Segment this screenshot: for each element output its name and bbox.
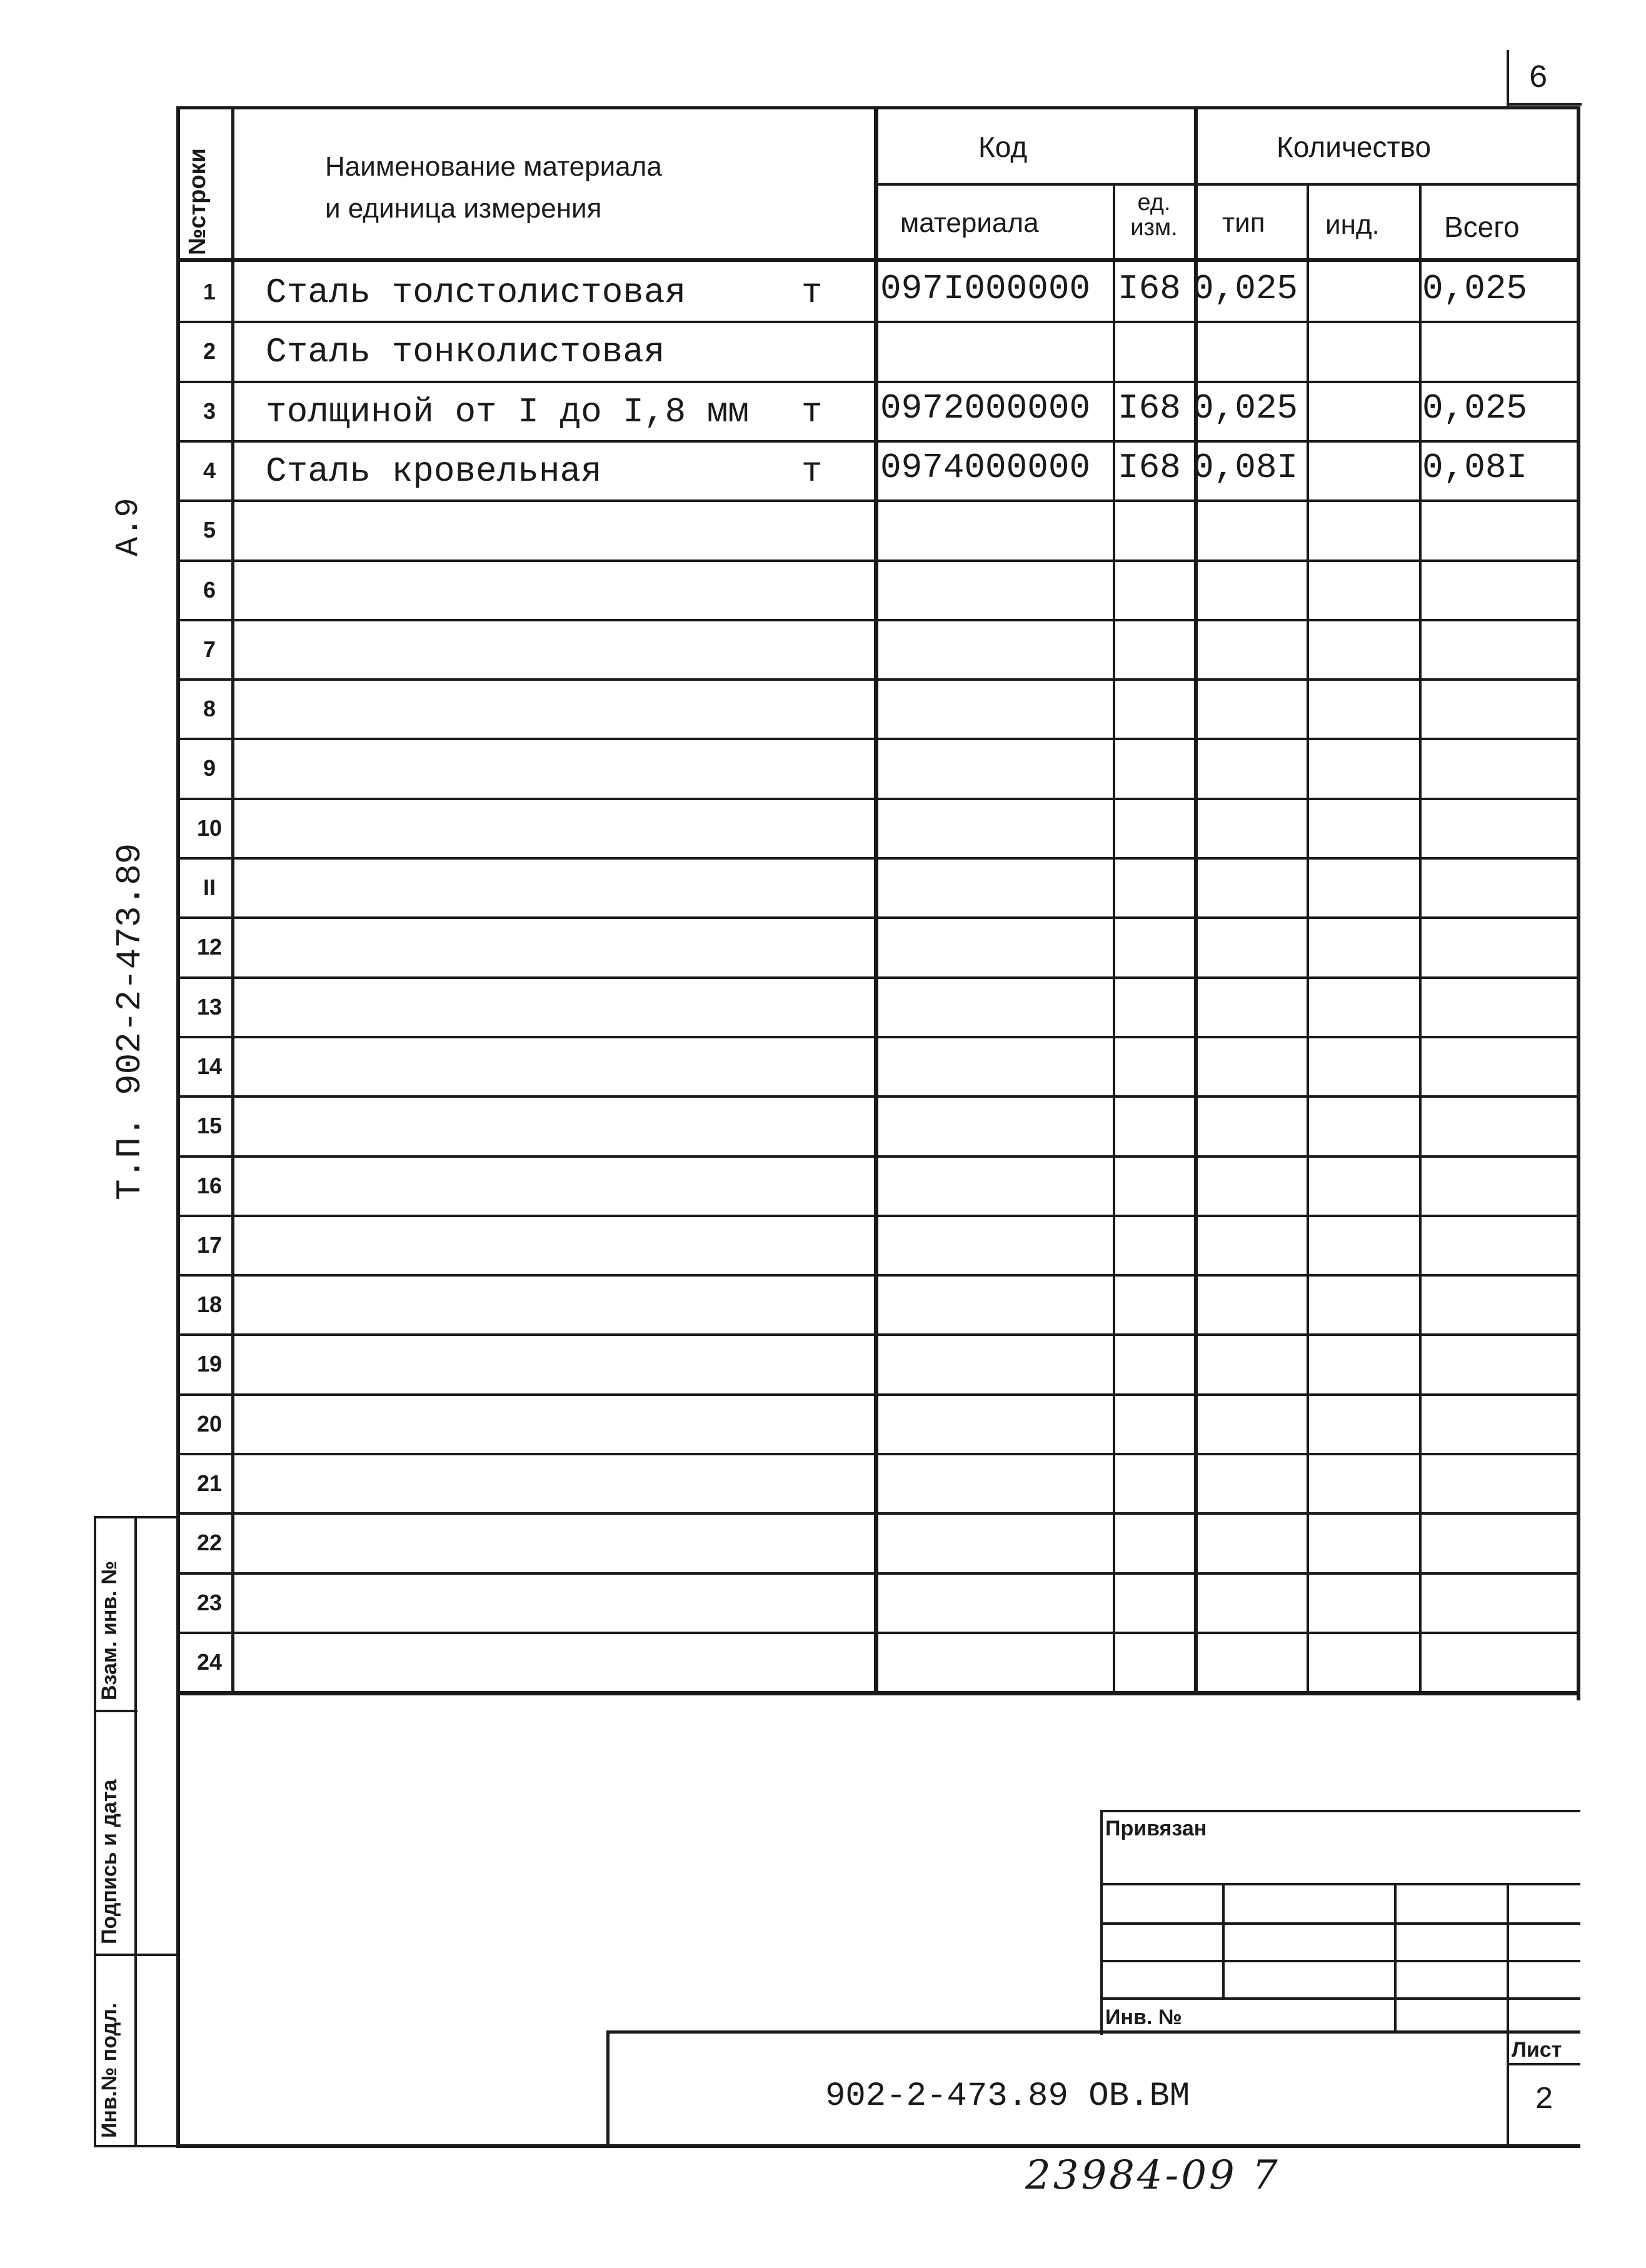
series-label: А.9 [110, 498, 147, 556]
handwritten-inventory-number: 23984-09 7 [1025, 2152, 1280, 2199]
table-row-divider [176, 1512, 1580, 1515]
row-number: 10 [196, 815, 223, 841]
code-header: Код [978, 131, 1028, 163]
code-material-header: материала [900, 208, 1039, 238]
row-number: 15 [196, 1113, 223, 1138]
project-label: Т.П. 902-2-473.89 [110, 843, 150, 1200]
row-number: 16 [196, 1173, 223, 1198]
code-unit-header: ед. изм. [1130, 189, 1178, 241]
material-code: 0974000000 [880, 448, 1091, 488]
row-number: 3 [203, 398, 216, 424]
row-number: 24 [196, 1649, 223, 1675]
row-number: 8 [203, 696, 216, 721]
table-row-divider [176, 1333, 1580, 1336]
row-number: II [203, 875, 216, 900]
row-number: 12 [196, 934, 223, 960]
row-number: 21 [196, 1470, 223, 1496]
unit-code: I68 [1118, 388, 1181, 428]
material-unit: т [801, 451, 823, 491]
table-row-divider [176, 916, 1580, 919]
material-name: Сталь толстолистовая [266, 273, 686, 313]
table-row-divider [176, 1632, 1580, 1634]
table-row-divider [176, 976, 1580, 979]
qty-ind-header: инд. [1325, 209, 1380, 240]
qty-header: Количество [1277, 131, 1432, 163]
table-row-divider [176, 1155, 1580, 1158]
qty-type: 0,025 [1193, 388, 1298, 428]
row-number: 18 [196, 1292, 223, 1317]
row-number: 19 [196, 1351, 223, 1377]
row-number: 7 [203, 636, 216, 662]
table-row-divider [176, 1572, 1580, 1575]
material-name: Сталь тонколистовая [266, 332, 665, 372]
inv-orig-label: Инв.№ подл. [98, 2002, 121, 2138]
replaced-inv-label: Взам. инв. № [98, 1560, 121, 1700]
sheet-label: Лист [1512, 2038, 1562, 2062]
table-row-divider [176, 1274, 1580, 1277]
qty-total: 0,08I [1422, 448, 1528, 488]
material-name: Сталь кровельная [266, 451, 602, 491]
table-row-divider [176, 499, 1580, 502]
table-row-divider [176, 1095, 1580, 1098]
table-row-divider [176, 857, 1580, 860]
table-row-divider [176, 1215, 1580, 1217]
sheet-number: 2 [1535, 2082, 1554, 2118]
row-number: 22 [196, 1530, 223, 1555]
table-row-divider [176, 1453, 1580, 1455]
name-header-line1: Наименование материала [325, 151, 662, 182]
row-number: 9 [203, 755, 216, 781]
row-number-header: №строки [184, 148, 211, 255]
qty-total-header: Всего [1444, 211, 1520, 243]
row-number: 2 [203, 338, 216, 364]
qty-type-header: тип [1222, 208, 1265, 238]
qty-type: 0,025 [1193, 269, 1298, 309]
attached-label: Привязан [1105, 1817, 1207, 1840]
row-number: 4 [203, 458, 216, 483]
row-number: 13 [196, 994, 223, 1020]
table-row-divider [176, 559, 1580, 562]
row-number: 6 [203, 577, 216, 603]
signature-date-label: Подпись и дата [98, 1779, 121, 1944]
inv-no-label: Инв. № [1105, 2005, 1182, 2029]
table-row-divider [176, 1036, 1580, 1038]
table-row-divider [176, 1691, 1580, 1693]
name-header-line2: и единица измерения [325, 193, 602, 224]
row-number: 5 [203, 517, 216, 543]
row-number: 17 [196, 1232, 223, 1258]
unit-code: I68 [1118, 448, 1181, 488]
table-row-divider [176, 738, 1580, 740]
qty-total: 0,025 [1422, 269, 1528, 309]
row-number: 1 [203, 279, 216, 304]
table-row-divider [176, 798, 1580, 800]
unit-code: I68 [1118, 269, 1181, 309]
material-name: толщиной от I до I,8 мм [266, 392, 749, 432]
page-number: 6 [1528, 60, 1548, 97]
qty-total: 0,025 [1422, 388, 1528, 428]
document-code: 902-2-473.89 ОВ.ВМ [825, 2077, 1190, 2115]
table-row-divider [176, 1393, 1580, 1396]
table-row-divider [176, 619, 1580, 621]
material-unit: т [801, 273, 823, 313]
row-number: 23 [196, 1590, 223, 1615]
row-number: 20 [196, 1411, 223, 1437]
qty-type: 0,08I [1193, 448, 1298, 488]
table-row-divider [176, 440, 1580, 443]
table-row-divider [176, 381, 1580, 383]
material-code: 0972000000 [880, 388, 1091, 428]
material-code: 097I000000 [880, 269, 1091, 309]
row-number: 14 [196, 1053, 223, 1079]
table-row-divider [176, 321, 1580, 323]
table-row-divider [176, 678, 1580, 681]
material-unit: т [801, 392, 823, 432]
